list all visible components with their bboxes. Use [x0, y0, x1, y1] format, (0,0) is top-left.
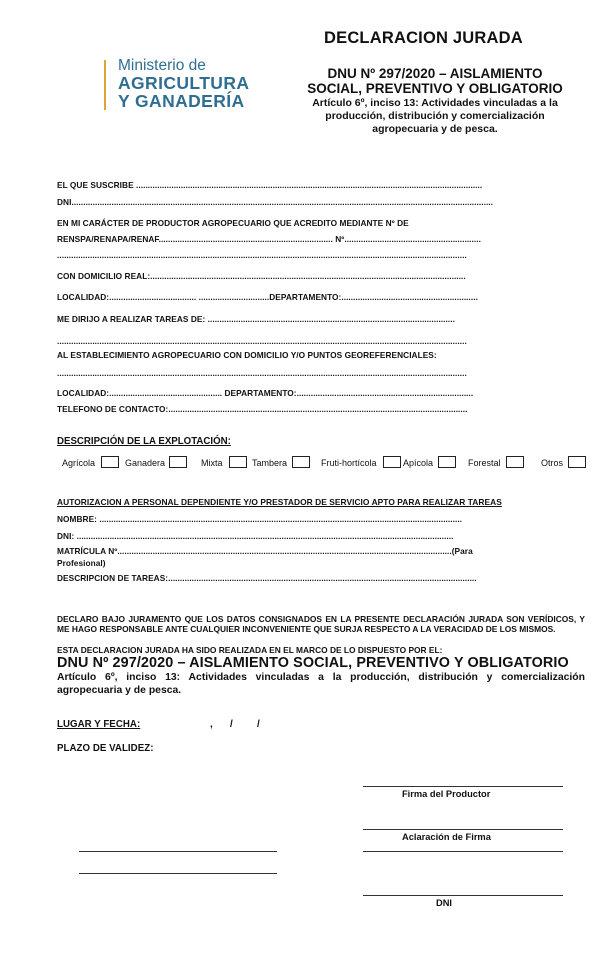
document-title: DECLARACION JURADA — [324, 29, 523, 47]
logo-line2: AGRICULTURA — [118, 73, 250, 93]
field-suscribe[interactable]: EL QUE SUSCRIBE ................................................................................................................................................... — [57, 180, 483, 190]
field-domicilio[interactable]: CON DOMICILIO REAL:...................................................................................................................................... — [57, 271, 466, 281]
declaracion-paragraph: DECLARO BAJO JURAMENTO QUE LOS DATOS CONSIGNADOS EN LA PRESENTE DECLARACIÓN JURADA SON VERÍDICOS, Y ME HAGO RESPONSABLE ANTE CUALQUIER INCONVENIENTE QUE SURJA RESPECTO A LA VERACIDAD DE LOS MISMOS. — [57, 614, 585, 634]
field-establecimiento[interactable]: .............................................................................................................................................................................. — [57, 368, 467, 378]
plazo-validez-label: PLAZO DE VALIDEZ: — [57, 743, 154, 754]
field-localidad-1[interactable]: LOCALIDAD:..................................... ..............................DEPARTAMENTO:.......................................................... — [57, 292, 478, 302]
checkbox-ganadera[interactable] — [169, 456, 187, 468]
field-localidad-2[interactable]: LOCALIDAD:................................................ DEPARTAMENTO:........................................................................... — [57, 388, 474, 398]
option-label-apicola: Apícola — [403, 458, 434, 468]
field-caracter-label: EN MI CARÁCTER DE PRODUCTOR AGROPECUARIO QUE ACREDITO MEDIANTE Nº DE — [57, 218, 409, 228]
logo-line1: Ministerio de — [118, 57, 206, 74]
signature-line-dni[interactable] — [363, 895, 563, 896]
logo-accent-bar — [104, 60, 106, 110]
declaracion-marco: ESTA DECLARACION JURADA HA SIDO REALIZADA EN EL MARCO DE LO DISPUESTO POR EL: — [57, 645, 443, 655]
signature-line-firma[interactable] — [363, 786, 563, 787]
option-label-ganadera: Ganadera — [125, 458, 166, 468]
checkbox-tambera[interactable] — [292, 456, 310, 468]
dnu-heading-line2: SOCIAL, PREVENTIVO Y OBLIGATORIO — [307, 81, 563, 96]
option-label-fruti-horticola: Fruti-hortícola — [321, 458, 377, 468]
checkbox-fruti-horticola[interactable] — [383, 456, 401, 468]
dnu-heading-line1: DNU Nº 297/2020 – AISLAMIENTO — [327, 66, 543, 81]
field-tareas[interactable]: ME DIRIJO A REALIZAR TAREAS DE: ......................................................................................................... — [57, 314, 455, 324]
option-label-forestal: Forestal — [468, 458, 501, 468]
personal-dni[interactable]: DNI: ................................................................................................................................................................ — [57, 531, 454, 541]
field-tareas-extra[interactable]: .............................................................................................................................................................................. — [57, 336, 467, 346]
field-telefono[interactable]: TELEFONO DE CONTACTO:............................................................................................................................... — [57, 404, 468, 414]
lugar-fecha-slash-2: / — [257, 719, 260, 730]
firma-label: Firma del Productor — [402, 789, 491, 799]
signature-line-aclaracion[interactable] — [363, 829, 563, 830]
right-line-1[interactable] — [363, 851, 563, 852]
explotacion-title: DESCRIPCIÓN DE LA EXPLOTACIÓN: — [57, 436, 231, 447]
declaracion-articulo: Artículo 6º, inciso 13: Actividades vinculadas a la producción, distribución y comercialización agropecuaria y de pesca. — [57, 672, 585, 696]
checkbox-otros[interactable] — [568, 456, 586, 468]
article-line1: Artículo 6º, inciso 13: Actividades vinculadas a la — [312, 97, 558, 109]
article-line3: agropecuaria y de pesca. — [372, 123, 498, 135]
checkbox-forestal[interactable] — [506, 456, 524, 468]
left-line-1[interactable] — [79, 851, 277, 852]
logo-line3: Y GANADERÍA — [118, 91, 245, 111]
article-line2: producción, distribución y comercialización — [325, 110, 545, 122]
field-dni[interactable]: DNI................................................................................................................................................................................... — [57, 197, 494, 207]
personal-profesional: Profesional) — [57, 558, 106, 568]
checkbox-agricola[interactable] — [101, 456, 119, 468]
dni-signature-label: DNI — [436, 898, 453, 908]
checkbox-mixta[interactable] — [229, 456, 247, 468]
personal-nombre[interactable]: NOMBRE: .......................................................................................................................................................... — [57, 514, 463, 524]
lugar-fecha-slash-1: / — [230, 719, 233, 730]
declaracion-dnu: DNU Nº 297/2020 – AISLAMIENTO SOCIAL, PREVENTIVO Y OBLIGATORIO — [57, 655, 569, 671]
personal-title: AUTORIZACION A PERSONAL DEPENDIENTE Y/O PRESTADOR DE SERVICIO APTO PARA REALIZAR TAREAS — [57, 497, 502, 507]
aclaracion-label: Aclaración de Firma — [402, 832, 491, 842]
lugar-fecha-label: LUGAR Y FECHA: — [57, 719, 141, 730]
left-line-2[interactable] — [79, 873, 277, 874]
checkbox-apicola[interactable] — [438, 456, 456, 468]
option-label-mixta: Mixta — [201, 458, 223, 468]
option-label-otros: Otros — [541, 458, 564, 468]
personal-matricula[interactable]: MATRÍCULA Nº..............................................................................................................................................(Para — [57, 546, 473, 556]
field-establecimiento-label: AL ESTABLECIMIENTO AGROPECUARIO CON DOMICILIO Y/O PUNTOS GEOREFERENCIALES: — [57, 350, 437, 360]
option-label-tambera: Tambera — [252, 458, 288, 468]
field-renspa-extra[interactable]: .............................................................................................................................................................................. — [57, 250, 467, 260]
field-renspa[interactable]: RENSPA/RENAPA/RENAF.......................................................................... Nº.......................................................... — [57, 234, 481, 244]
option-label-agricola: Agrícola — [62, 458, 96, 468]
personal-descripcion[interactable]: DESCRIPCION DE TAREAS:................................................................................................................................... — [57, 573, 477, 583]
lugar-fecha-comma: , — [210, 719, 213, 730]
